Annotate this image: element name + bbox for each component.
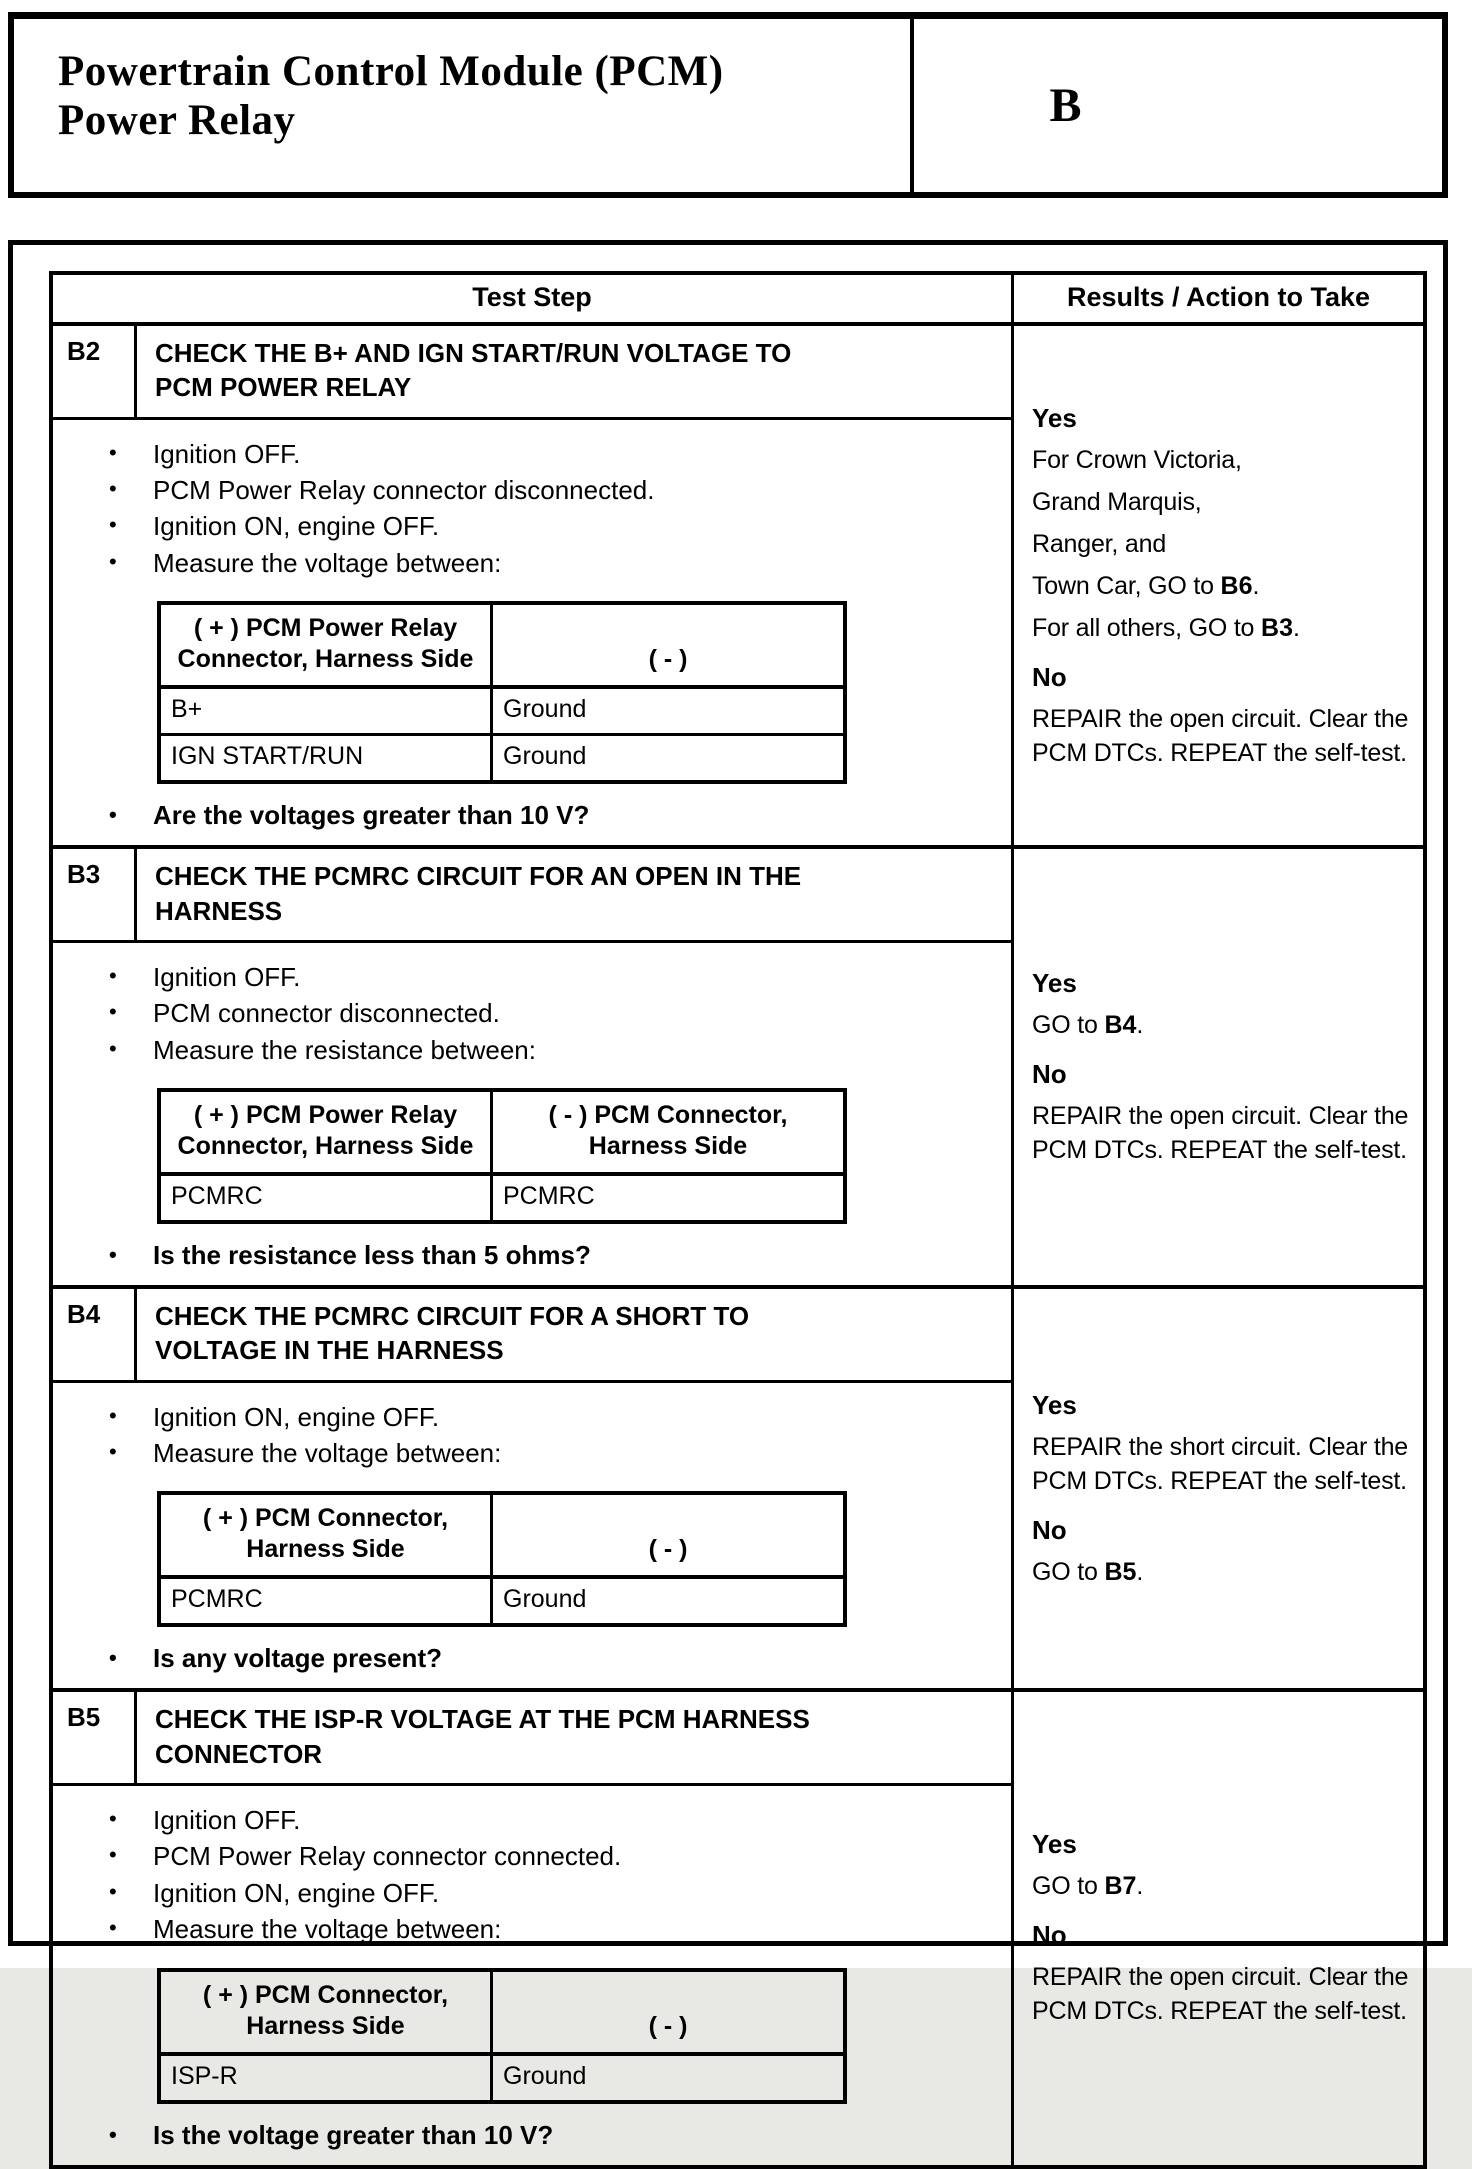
result-line <box>1032 1009 1415 1041</box>
bullet-icon: • <box>109 476 117 502</box>
step-reference: B5 <box>1104 1557 1137 1586</box>
bullet-item <box>53 995 1011 1031</box>
step-title-line: CHECK THE B+ AND IGN START/RUN VOLTAGE TO <box>155 338 792 368</box>
measurement-header-negative: ( - ) <box>648 1535 688 1564</box>
test-rows <box>53 326 1423 2165</box>
measurement-header-negative: ( - ) <box>648 2011 688 2040</box>
column-header-results: Results / Action to Take <box>1011 275 1423 322</box>
result-group <box>1032 1920 1415 2027</box>
result-line <box>1032 1134 1415 1166</box>
result-group <box>1032 1059 1415 1166</box>
bullet-item <box>53 1032 1011 1068</box>
page-title-cell <box>14 19 914 192</box>
bullet-icon: • <box>109 512 117 538</box>
bullet-text: PCM Power Relay connector connected. <box>153 1841 622 1872</box>
bullet-icon: • <box>109 1402 117 1428</box>
result-line <box>1032 1995 1415 2027</box>
measurement-value-positive: ISP-R <box>161 2056 493 2100</box>
result-group <box>1032 662 1415 769</box>
step-title-line: CHECK THE ISP-R VOLTAGE AT THE PCM HARNESS <box>155 1704 810 1735</box>
page-header <box>8 12 1448 198</box>
bullet-text: Ignition OFF. <box>153 961 301 992</box>
step-reference: B4 <box>1104 1011 1137 1040</box>
step-title-row <box>53 849 1011 943</box>
bullet-icon: • <box>109 1645 117 1671</box>
results-cell <box>1011 1692 1423 2164</box>
result-text: REPAIR the open circuit. Clear the <box>1032 704 1409 733</box>
result-line <box>1032 486 1415 518</box>
bullet-icon: • <box>109 439 117 465</box>
test-step-row <box>53 849 1423 1289</box>
bullet-icon: • <box>109 962 117 988</box>
result-label: Yes <box>1032 1389 1077 1420</box>
bullet-text: Measure the voltage between: <box>153 1438 502 1468</box>
step-reference: B6 <box>1220 571 1253 600</box>
result-line <box>1032 1556 1415 1588</box>
result-text: PCM DTCs. REPEAT the self-test. <box>1032 738 1407 767</box>
test-step-cell <box>53 1289 1011 1688</box>
measurement-header-negative: ( - ) <box>648 645 688 674</box>
bullet-icon: • <box>109 1439 117 1464</box>
bullet-text: Measure the voltage between: <box>153 547 502 578</box>
measurement-row <box>161 2056 843 2100</box>
result-label: No <box>1032 1920 1067 1951</box>
bullet-icon: • <box>109 802 117 828</box>
bullet-icon: • <box>109 2121 117 2147</box>
step-question <box>53 1643 1011 1674</box>
result-text: For Crown Victoria, <box>1032 445 1242 474</box>
results-cell <box>1011 1289 1423 1688</box>
measurement-table-body <box>161 689 843 780</box>
result-text: . <box>1136 1557 1144 1586</box>
step-id: B2 <box>53 326 137 417</box>
step-body <box>53 1786 1011 2165</box>
bullet-item <box>53 959 1011 995</box>
result-label: No <box>1032 661 1067 692</box>
result-line <box>1032 737 1415 769</box>
step-title-line: CHECK THE PCMRC CIRCUIT FOR A SHORT TO <box>155 1300 750 1331</box>
measurement-value-negative: Ground <box>503 695 587 724</box>
bullet-item <box>53 545 1011 581</box>
step-bullets <box>53 436 1011 582</box>
step-body <box>53 420 1011 846</box>
step-bullets <box>53 1802 1011 1948</box>
measurement-header-negative: ( - ) PCM Connector, Harness Side <box>548 1100 788 1160</box>
measurement-header-positive: ( + ) PCM Power Relay Connector, Harness Side <box>161 605 493 685</box>
result-text: . <box>1292 613 1300 642</box>
step-question <box>53 2120 1011 2151</box>
step-bullets <box>53 959 1011 1068</box>
result-group <box>1032 1390 1415 1497</box>
step-reference: B7 <box>1104 1872 1137 1901</box>
step-question-text: Is the resistance less than 5 ohms? <box>153 1239 591 1270</box>
result-label: Yes <box>1032 968 1077 999</box>
bullet-text: Ignition OFF. <box>153 1805 301 1836</box>
bullet-text: PCM Power Relay connector disconnected. <box>153 475 655 506</box>
measurement-row <box>161 1579 843 1623</box>
result-line <box>1032 1961 1415 1993</box>
bullet-icon: • <box>109 1842 117 1868</box>
page-title-line-2: Power Relay <box>58 97 296 145</box>
result-line <box>1032 1465 1415 1497</box>
measurement-table-header <box>161 1495 843 1579</box>
result-text: . <box>1136 1011 1144 1040</box>
test-step-cell <box>53 326 1011 845</box>
test-step-row <box>53 1692 1423 2164</box>
bullet-item <box>53 1838 1011 1874</box>
bullet-item <box>53 1875 1011 1911</box>
step-title <box>137 326 1011 417</box>
result-text: . <box>1136 1872 1144 1901</box>
test-chart-table <box>49 271 1427 2169</box>
result-label: Yes <box>1032 1829 1077 1860</box>
measurement-row <box>161 733 843 780</box>
bullet-item <box>53 1802 1011 1838</box>
result-text: REPAIR the open circuit. Clear the <box>1032 1102 1409 1131</box>
result-line <box>1032 570 1415 602</box>
measurement-table <box>157 601 847 784</box>
measurement-table-body <box>161 2056 843 2100</box>
result-text: PCM DTCs. REPEAT the self-test. <box>1032 1997 1407 2026</box>
measurement-table-header <box>161 1092 843 1176</box>
column-header-test-step: Test Step <box>472 282 592 312</box>
step-body <box>53 1383 1011 1689</box>
step-reference: B3 <box>1261 613 1293 642</box>
bullet-icon: • <box>109 548 117 574</box>
step-title <box>137 1692 1011 1783</box>
bullet-item <box>53 508 1011 544</box>
result-line <box>1032 444 1415 476</box>
measurement-value-negative: Ground <box>503 1585 587 1614</box>
result-label: Yes <box>1032 402 1077 433</box>
step-title-line: PCM POWER RELAY <box>155 372 412 403</box>
measurement-table <box>157 1088 847 1224</box>
measurement-table-header <box>161 1972 843 2056</box>
step-id: B4 <box>53 1289 137 1380</box>
result-label: No <box>1032 1514 1067 1545</box>
step-question-text: Is the voltage greater than 10 V? <box>153 2119 554 2150</box>
result-line <box>1032 612 1415 644</box>
result-text: PCM DTCs. REPEAT the self-test. <box>1032 1466 1407 1495</box>
result-text: Ranger, and <box>1032 529 1167 558</box>
test-step-row <box>53 1289 1423 1692</box>
result-label: No <box>1032 1059 1067 1090</box>
test-step-cell <box>53 1692 1011 2164</box>
measurement-value-positive: PCMRC <box>161 1176 493 1220</box>
result-text: . <box>1252 571 1260 600</box>
bullet-icon: • <box>109 1241 117 1267</box>
step-question <box>53 800 1011 831</box>
result-text: REPAIR the open circuit. Clear the <box>1032 1963 1409 1992</box>
measurement-row <box>161 689 843 733</box>
measurement-table-header <box>161 605 843 689</box>
result-line <box>1032 703 1415 735</box>
bullet-item <box>53 1399 1011 1435</box>
page-title-line-1: Powertrain Control Module (PCM) <box>58 48 724 95</box>
measurement-header-positive: ( + ) PCM Connector, Harness Side <box>161 1972 493 2052</box>
result-text: Town Car, GO to <box>1032 571 1221 600</box>
step-question <box>53 1240 1011 1271</box>
bullet-text: Ignition ON, engine OFF. <box>153 511 440 542</box>
bullet-text: Ignition ON, engine OFF. <box>153 1877 440 1908</box>
step-id: B3 <box>53 849 137 940</box>
bullet-text: PCM connector disconnected. <box>153 998 500 1029</box>
test-step-cell <box>53 849 1011 1285</box>
result-text: GO to <box>1032 1011 1105 1040</box>
step-title <box>137 849 1011 940</box>
test-chart-frame <box>8 240 1448 2150</box>
page-title <box>58 47 894 145</box>
bullet-item <box>53 1435 1011 1471</box>
measurement-value-positive: IGN START/RUN <box>161 736 493 780</box>
result-group <box>1032 403 1415 644</box>
result-text: For all others, GO to <box>1032 613 1262 642</box>
step-question-text: Are the voltages greater than 10 V? <box>153 800 590 831</box>
bullet-item <box>53 472 1011 508</box>
bullet-item <box>53 436 1011 472</box>
measurement-table-body <box>161 1176 843 1220</box>
bullet-icon: • <box>109 1878 117 1904</box>
result-text: REPAIR the short circuit. Clear the <box>1032 1432 1409 1461</box>
table-header-row <box>53 275 1423 326</box>
step-question-text: Is any voltage present? <box>153 1643 442 1674</box>
measurement-value-negative: PCMRC <box>503 1181 595 1210</box>
bullet-item <box>53 1911 1011 1947</box>
measurement-value-negative: Ground <box>503 2061 587 2090</box>
step-title-row <box>53 326 1011 420</box>
result-line <box>1032 1870 1415 1902</box>
result-text: GO to <box>1032 1872 1105 1901</box>
result-text: Grand Marquis, <box>1032 487 1202 516</box>
result-group <box>1032 1515 1415 1588</box>
measurement-value-positive: B+ <box>161 689 493 733</box>
result-line <box>1032 528 1415 560</box>
result-text: GO to <box>1032 1557 1105 1586</box>
step-bullets <box>53 1399 1011 1472</box>
step-title-line: CHECK THE PCMRC CIRCUIT FOR AN OPEN IN THE <box>155 861 802 892</box>
measurement-value-negative: Ground <box>503 742 587 771</box>
measurement-table <box>157 1968 847 2104</box>
result-line <box>1032 1100 1415 1132</box>
measurement-value-positive: PCMRC <box>161 1579 493 1623</box>
measurement-header-positive: ( + ) PCM Connector, Harness Side <box>161 1495 493 1575</box>
step-title-row <box>53 1289 1011 1383</box>
result-line <box>1032 1431 1415 1463</box>
test-step-row <box>53 326 1423 849</box>
bullet-text: Measure the resistance between: <box>153 1034 536 1065</box>
bullet-icon: • <box>109 999 117 1025</box>
result-text: PCM DTCs. REPEAT the self-test. <box>1032 1136 1407 1165</box>
bullet-icon: • <box>109 1915 117 1941</box>
results-cell <box>1011 326 1423 845</box>
step-body <box>53 943 1011 1285</box>
bullet-text: Measure the voltage between: <box>153 1914 502 1945</box>
measurement-table-body <box>161 1579 843 1623</box>
step-title-row <box>53 1692 1011 1786</box>
bullet-icon: • <box>109 1035 117 1061</box>
step-id: B5 <box>53 1692 137 1783</box>
results-cell <box>1011 849 1423 1285</box>
measurement-table <box>157 1491 847 1627</box>
step-title-line: VOLTAGE IN THE HARNESS <box>155 1335 504 1366</box>
bullet-text: Ignition OFF. <box>153 438 301 469</box>
step-title-line: CONNECTOR <box>155 1738 323 1769</box>
pinpoint-test-letter: B <box>1049 79 1082 132</box>
bullet-icon: • <box>109 1806 117 1832</box>
measurement-row <box>161 1176 843 1220</box>
step-title-line: HARNESS <box>155 895 283 926</box>
result-group <box>1032 968 1415 1041</box>
step-title <box>137 1289 1011 1380</box>
measurement-header-positive: ( + ) PCM Power Relay Connector, Harness Side <box>161 1092 493 1172</box>
bullet-text: Ignition ON, engine OFF. <box>153 1401 440 1432</box>
result-group <box>1032 1829 1415 1902</box>
